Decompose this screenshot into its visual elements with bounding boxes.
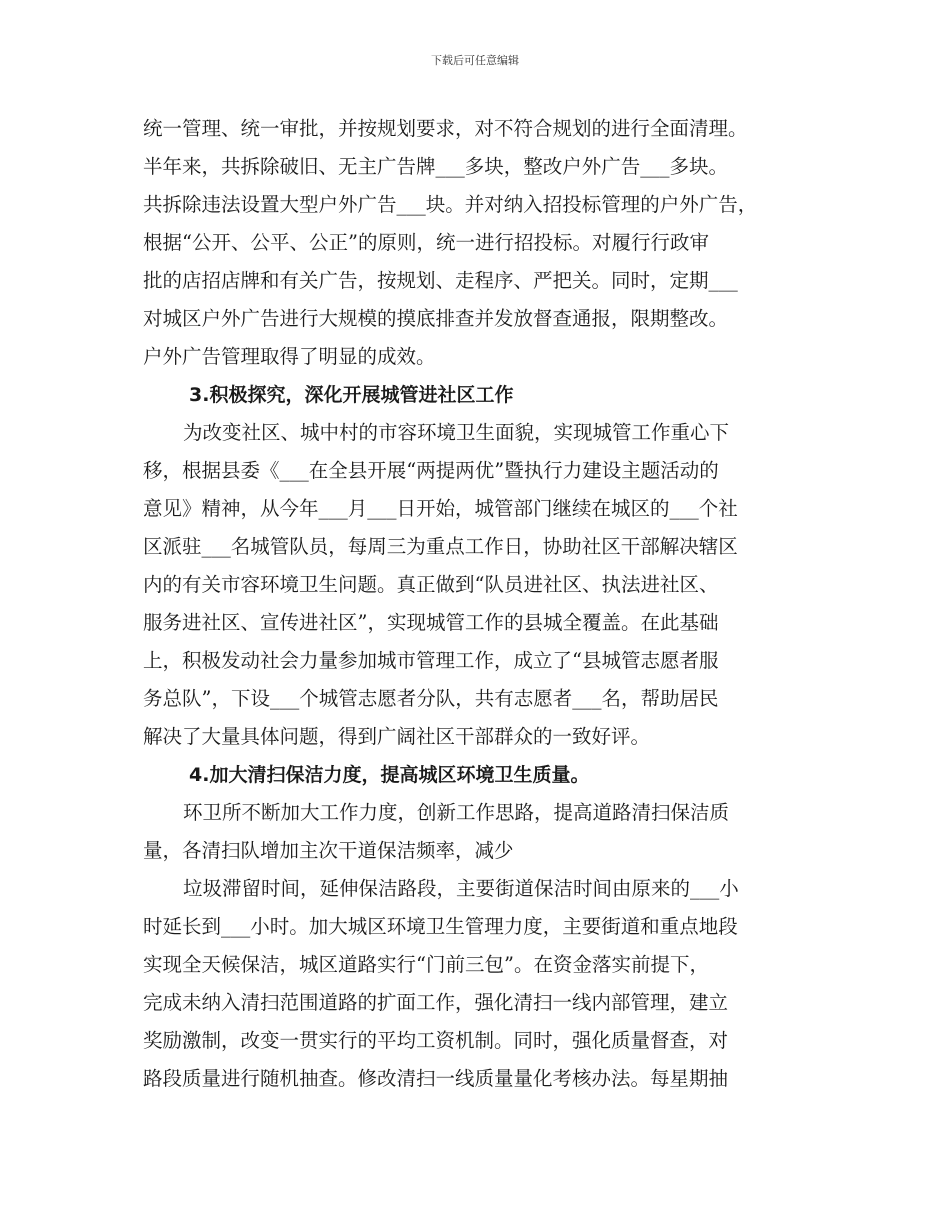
paragraph-first-line: 环卫所不断加大工作力度，创新工作思路，提高道路清扫保洁质	[183, 801, 730, 824]
body-line: 区派驻___名城管队员，每周三为重点工作日，协助社区干部解决辖区	[143, 535, 738, 558]
paragraph-first-line: 垃圾滞留时间，延伸保洁路段，主要街道保洁时间由原来的___小	[183, 877, 739, 900]
body-line: 根据“公开、公平、公正”的原则，统一进行招投标。对履行行政审	[143, 231, 709, 254]
body-line: 量，各清扫队增加主次干道保洁频率，减少	[143, 839, 514, 862]
body-line: 实现全天候保洁，城区道路实行“门前三包”。在资金落实前提下，	[143, 953, 709, 976]
document-body	[143, 110, 823, 1098]
paragraph-first-line: 为改变社区、城中村的市容环境卫生面貌，实现城管工作重心下	[183, 421, 730, 444]
body-line: 路段质量进行随机抽查。修改清扫一线质量量化考核办法。每星期抽	[143, 1067, 729, 1090]
body-line: 内的有关市容环境卫生问题。真正做到“队员进社区、执法进社区、	[143, 573, 719, 596]
section-heading: 3.积极探究，深化开展城管进社区工作	[189, 384, 514, 406]
body-line: 解决了大量具体问题，得到广阔社区干部群众的一致好评。	[143, 725, 651, 748]
body-line: 完成未纳入清扫范围道路的扩面工作，强化清扫一线内部管理，建立	[143, 991, 729, 1014]
body-line: 时延长到___小时。加大城区环境卫生管理力度，主要街道和重点地段	[143, 915, 738, 938]
section-heading: 4.加大清扫保洁力度，提高城区环境卫生质量。	[189, 764, 590, 786]
page-header-note: 下载后可任意编辑	[431, 54, 519, 67]
body-line: 上，积极发动社会力量参加城市管理工作，成立了“县城管志愿者服	[143, 649, 719, 672]
body-line: 服务进社区、宣传进社区”，实现城管工作的县城全覆盖。在此基础	[143, 611, 719, 634]
body-line: 奖励激制，改变一贯实行的平均工资机制。同时，强化质量督查，对	[143, 1029, 729, 1052]
body-line: 移，根据县委《___在全县开展“两提两优”暨执行力建设主题活动的	[143, 459, 719, 482]
body-line: 务总队”，下设___个城管志愿者分队，共有志愿者___名，帮助居民	[143, 687, 719, 710]
body-line: 共拆除违法设置大型户外广告___块。并对纳入招投标管理的户外广告，	[143, 193, 758, 216]
body-line: 统一管理、统一审批，并按规划要求，对不符合规划的进行全面清理。	[143, 117, 748, 140]
body-line: 意见》精神，从今年___月___日开始，城管部门继续在城区的___个社	[143, 497, 738, 520]
body-line: 半年来，共拆除破旧、无主广告牌___多块，整改户外广告___多块。	[143, 155, 729, 178]
body-line: 户外广告管理取得了明显的成效。	[143, 345, 436, 368]
body-line: 批的店招店牌和有关广告，按规划、走程序、严把关。同时，定期___	[143, 269, 738, 292]
body-line: 对城区户外广告进行大规模的摸底排查并发放督查通报，限期整改。	[143, 307, 729, 330]
